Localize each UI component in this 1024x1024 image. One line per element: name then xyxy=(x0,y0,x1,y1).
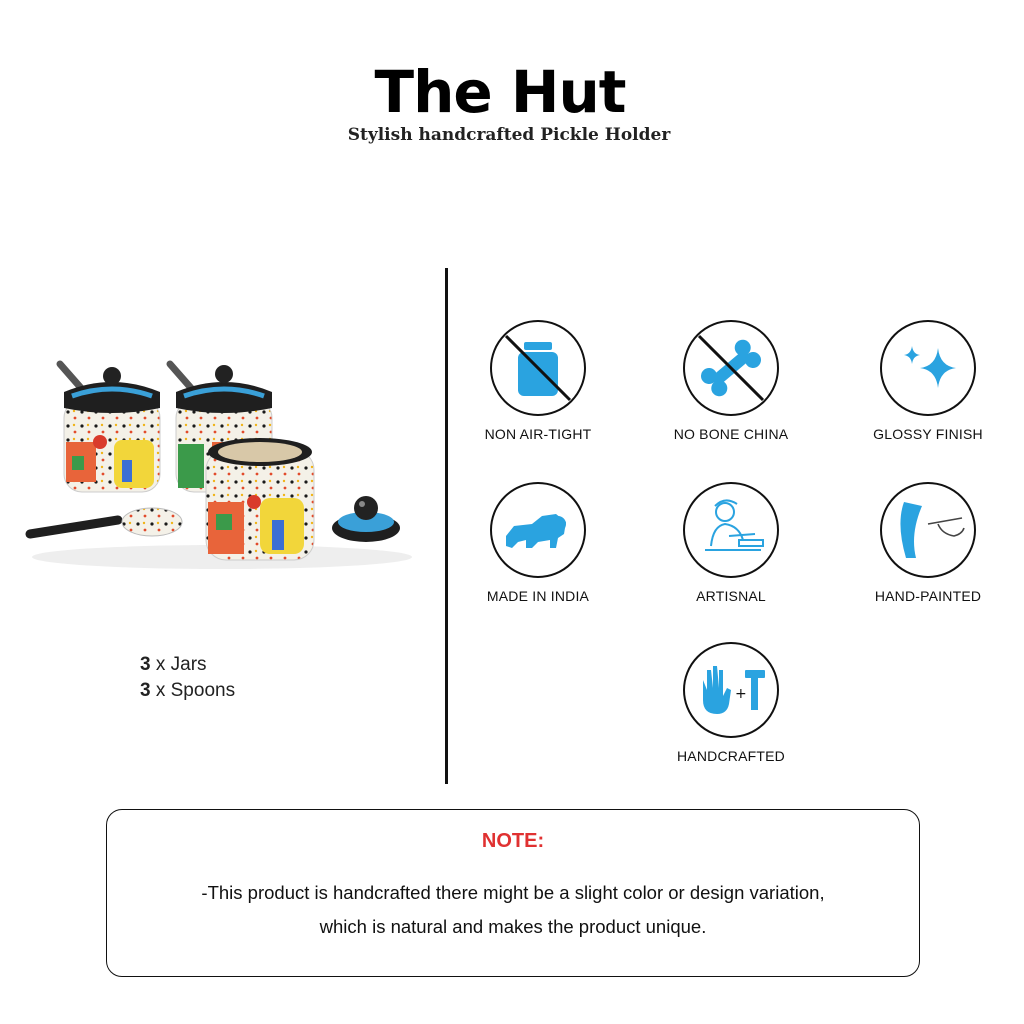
product-image xyxy=(22,352,424,574)
feature-no-bone-china xyxy=(651,320,811,442)
page-subtitle: Stylish handcrafted Pickle Holder xyxy=(347,125,671,145)
page-title: The Hut xyxy=(374,58,626,126)
note-text-line-2: which is natural and makes the product unique. xyxy=(319,916,707,937)
package-contents xyxy=(140,652,235,704)
spoons-count-line: 3 x Spoons xyxy=(140,680,236,701)
feature-glossy-finish xyxy=(848,320,1008,442)
crossed-bone-icon xyxy=(685,322,777,414)
lion-icon xyxy=(492,484,584,576)
feature-non-air-tight xyxy=(458,320,618,442)
note-box xyxy=(106,809,920,977)
feature-label: NON AIR-TIGHT xyxy=(484,426,592,442)
feature-label: HAND-PAINTED xyxy=(874,588,982,604)
feature-label: GLOSSY FINISH xyxy=(873,426,983,442)
feature-hand-painted xyxy=(848,482,1008,604)
note-text-line-1: -This product is handcrafted there might be a slight color or design variation, xyxy=(201,882,825,903)
paintbrush-hand-icon xyxy=(882,484,974,576)
feature-made-in-india xyxy=(458,482,618,604)
feature-handcrafted xyxy=(651,642,811,764)
note-title: NOTE: xyxy=(481,830,545,852)
jars-count-line: 3 x Jars xyxy=(140,654,207,675)
feature-label: MADE IN INDIA xyxy=(486,588,590,604)
artisan-icon xyxy=(685,484,777,576)
svg-text:+: + xyxy=(735,686,747,702)
crossed-jar-icon xyxy=(492,322,584,414)
feature-artisnal xyxy=(651,482,811,604)
hand-plus-hammer-icon xyxy=(685,644,777,736)
feature-label: NO BONE CHINA xyxy=(673,426,789,442)
feature-label: ARTISNAL xyxy=(696,588,766,604)
sparkle-icon xyxy=(882,322,974,414)
feature-label: HANDCRAFTED xyxy=(677,748,785,764)
vertical-divider xyxy=(445,268,448,784)
